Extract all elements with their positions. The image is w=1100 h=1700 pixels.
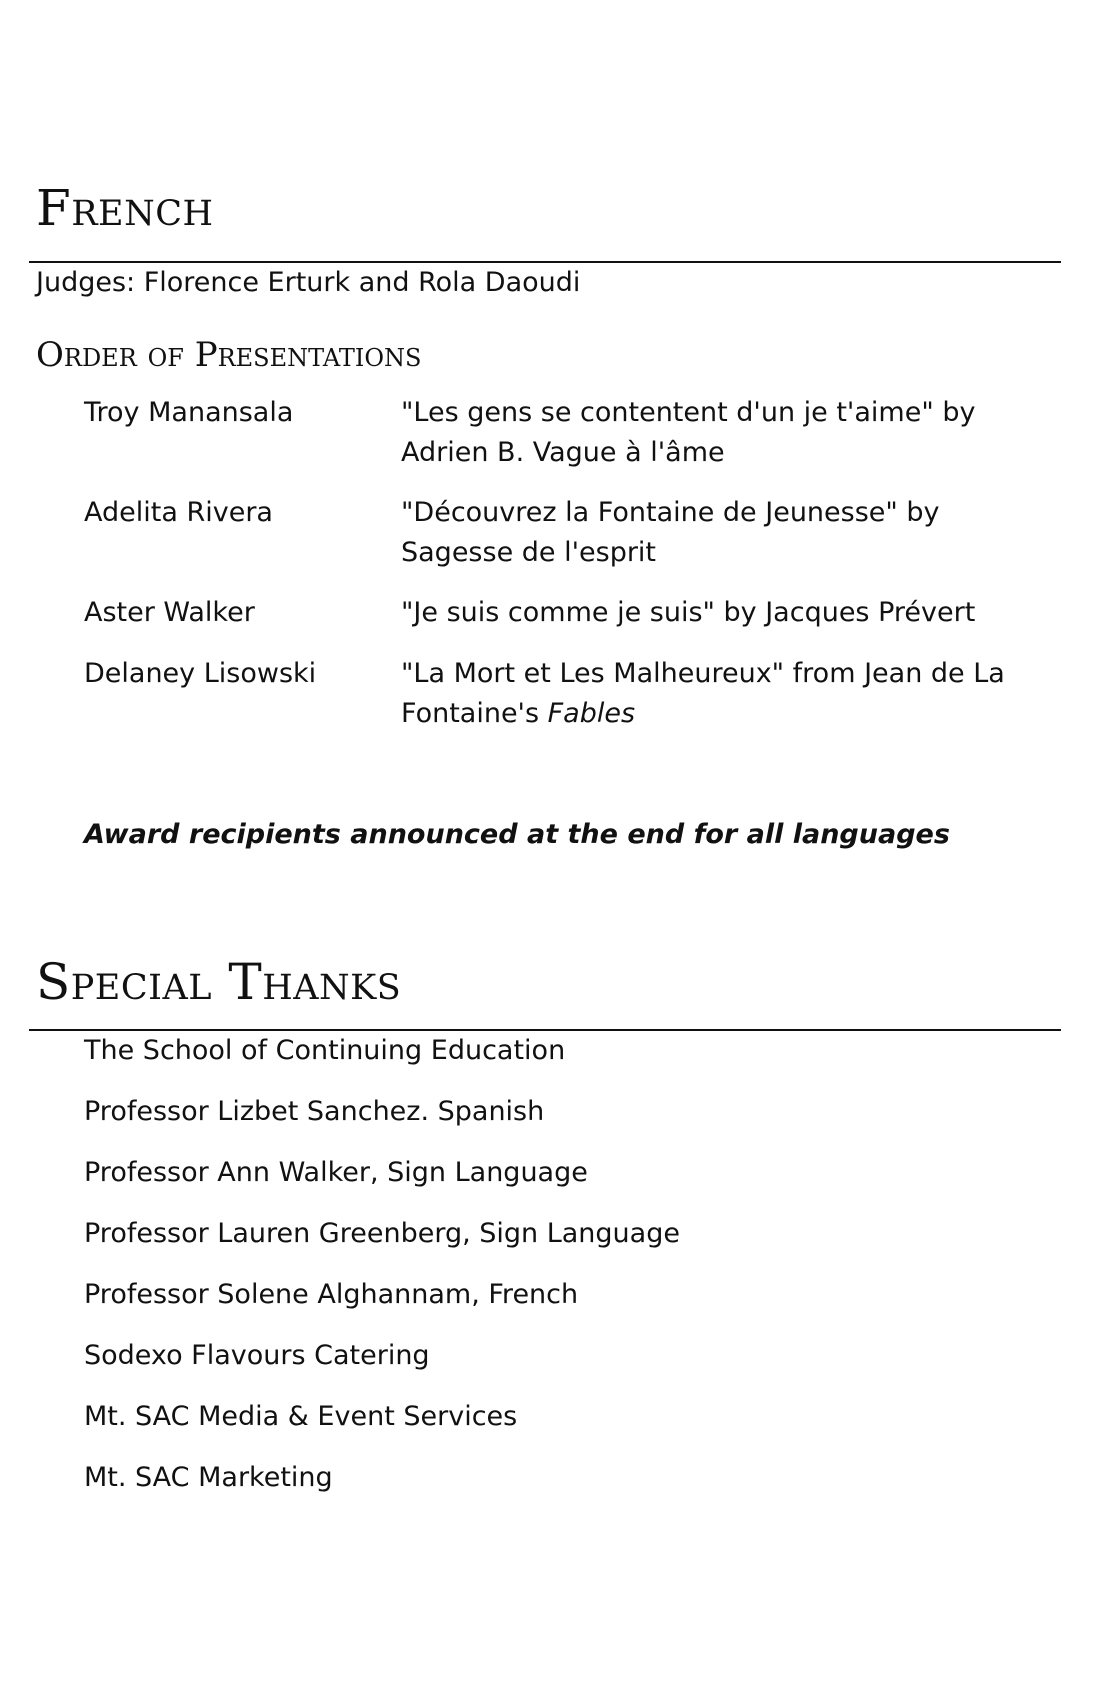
thanks-item: Sodexo Flavours Catering	[84, 1340, 430, 1371]
thanks-item: Professor Lizbet Sanchez. Spanish	[84, 1096, 545, 1127]
work-line-1: "Les gens se contentent d'un je t'aime" by	[401, 397, 976, 428]
presentation-work	[401, 393, 1061, 473]
work-title-italic: Fables	[547, 698, 636, 729]
presentation-work	[401, 654, 1061, 734]
work-line-1: "Découvrez la Fontaine de Jeunesse" by	[401, 497, 940, 528]
work-line-2: Sagesse de l'esprit	[401, 537, 657, 568]
special-thanks-divider	[29, 1029, 1061, 1031]
thanks-item: Professor Ann Walker, Sign Language	[84, 1157, 588, 1188]
presenter-name: Delaney Lisowski	[84, 658, 317, 689]
thanks-item: Mt. SAC Media & Event Services	[84, 1401, 518, 1432]
french-divider	[29, 261, 1061, 263]
work-line-1: "La Mort et Les Malheureux" from Jean de La	[401, 658, 1005, 689]
thanks-item: The School of Continuing Education	[84, 1035, 566, 1066]
thanks-item: Professor Solene Alghannam, French	[84, 1279, 579, 1310]
presenter-name: Aster Walker	[84, 597, 255, 628]
thanks-item: Mt. SAC Marketing	[84, 1462, 333, 1493]
special-thanks-heading: Special Thanks	[36, 953, 402, 1011]
work-line-2: Adrien B. Vague à l'âme	[401, 437, 725, 468]
judges-line: Judges: Florence Erturk and Rola Daoudi	[36, 267, 581, 298]
order-of-presentations-heading: Order of Presentations	[36, 335, 422, 375]
french-heading: French	[36, 179, 214, 237]
award-note: Award recipients announced at the end for all languages	[84, 819, 950, 850]
presentation-work	[401, 593, 1061, 633]
presenter-name: Troy Manansala	[84, 397, 294, 428]
work-line-1: "Je suis comme je suis" by Jacques Prévert	[401, 597, 976, 628]
work-line-2: Fontaine's	[401, 698, 548, 729]
presenter-name: Adelita Rivera	[84, 497, 273, 528]
presentation-work	[401, 493, 1061, 573]
thanks-item: Professor Lauren Greenberg, Sign Language	[84, 1218, 680, 1249]
